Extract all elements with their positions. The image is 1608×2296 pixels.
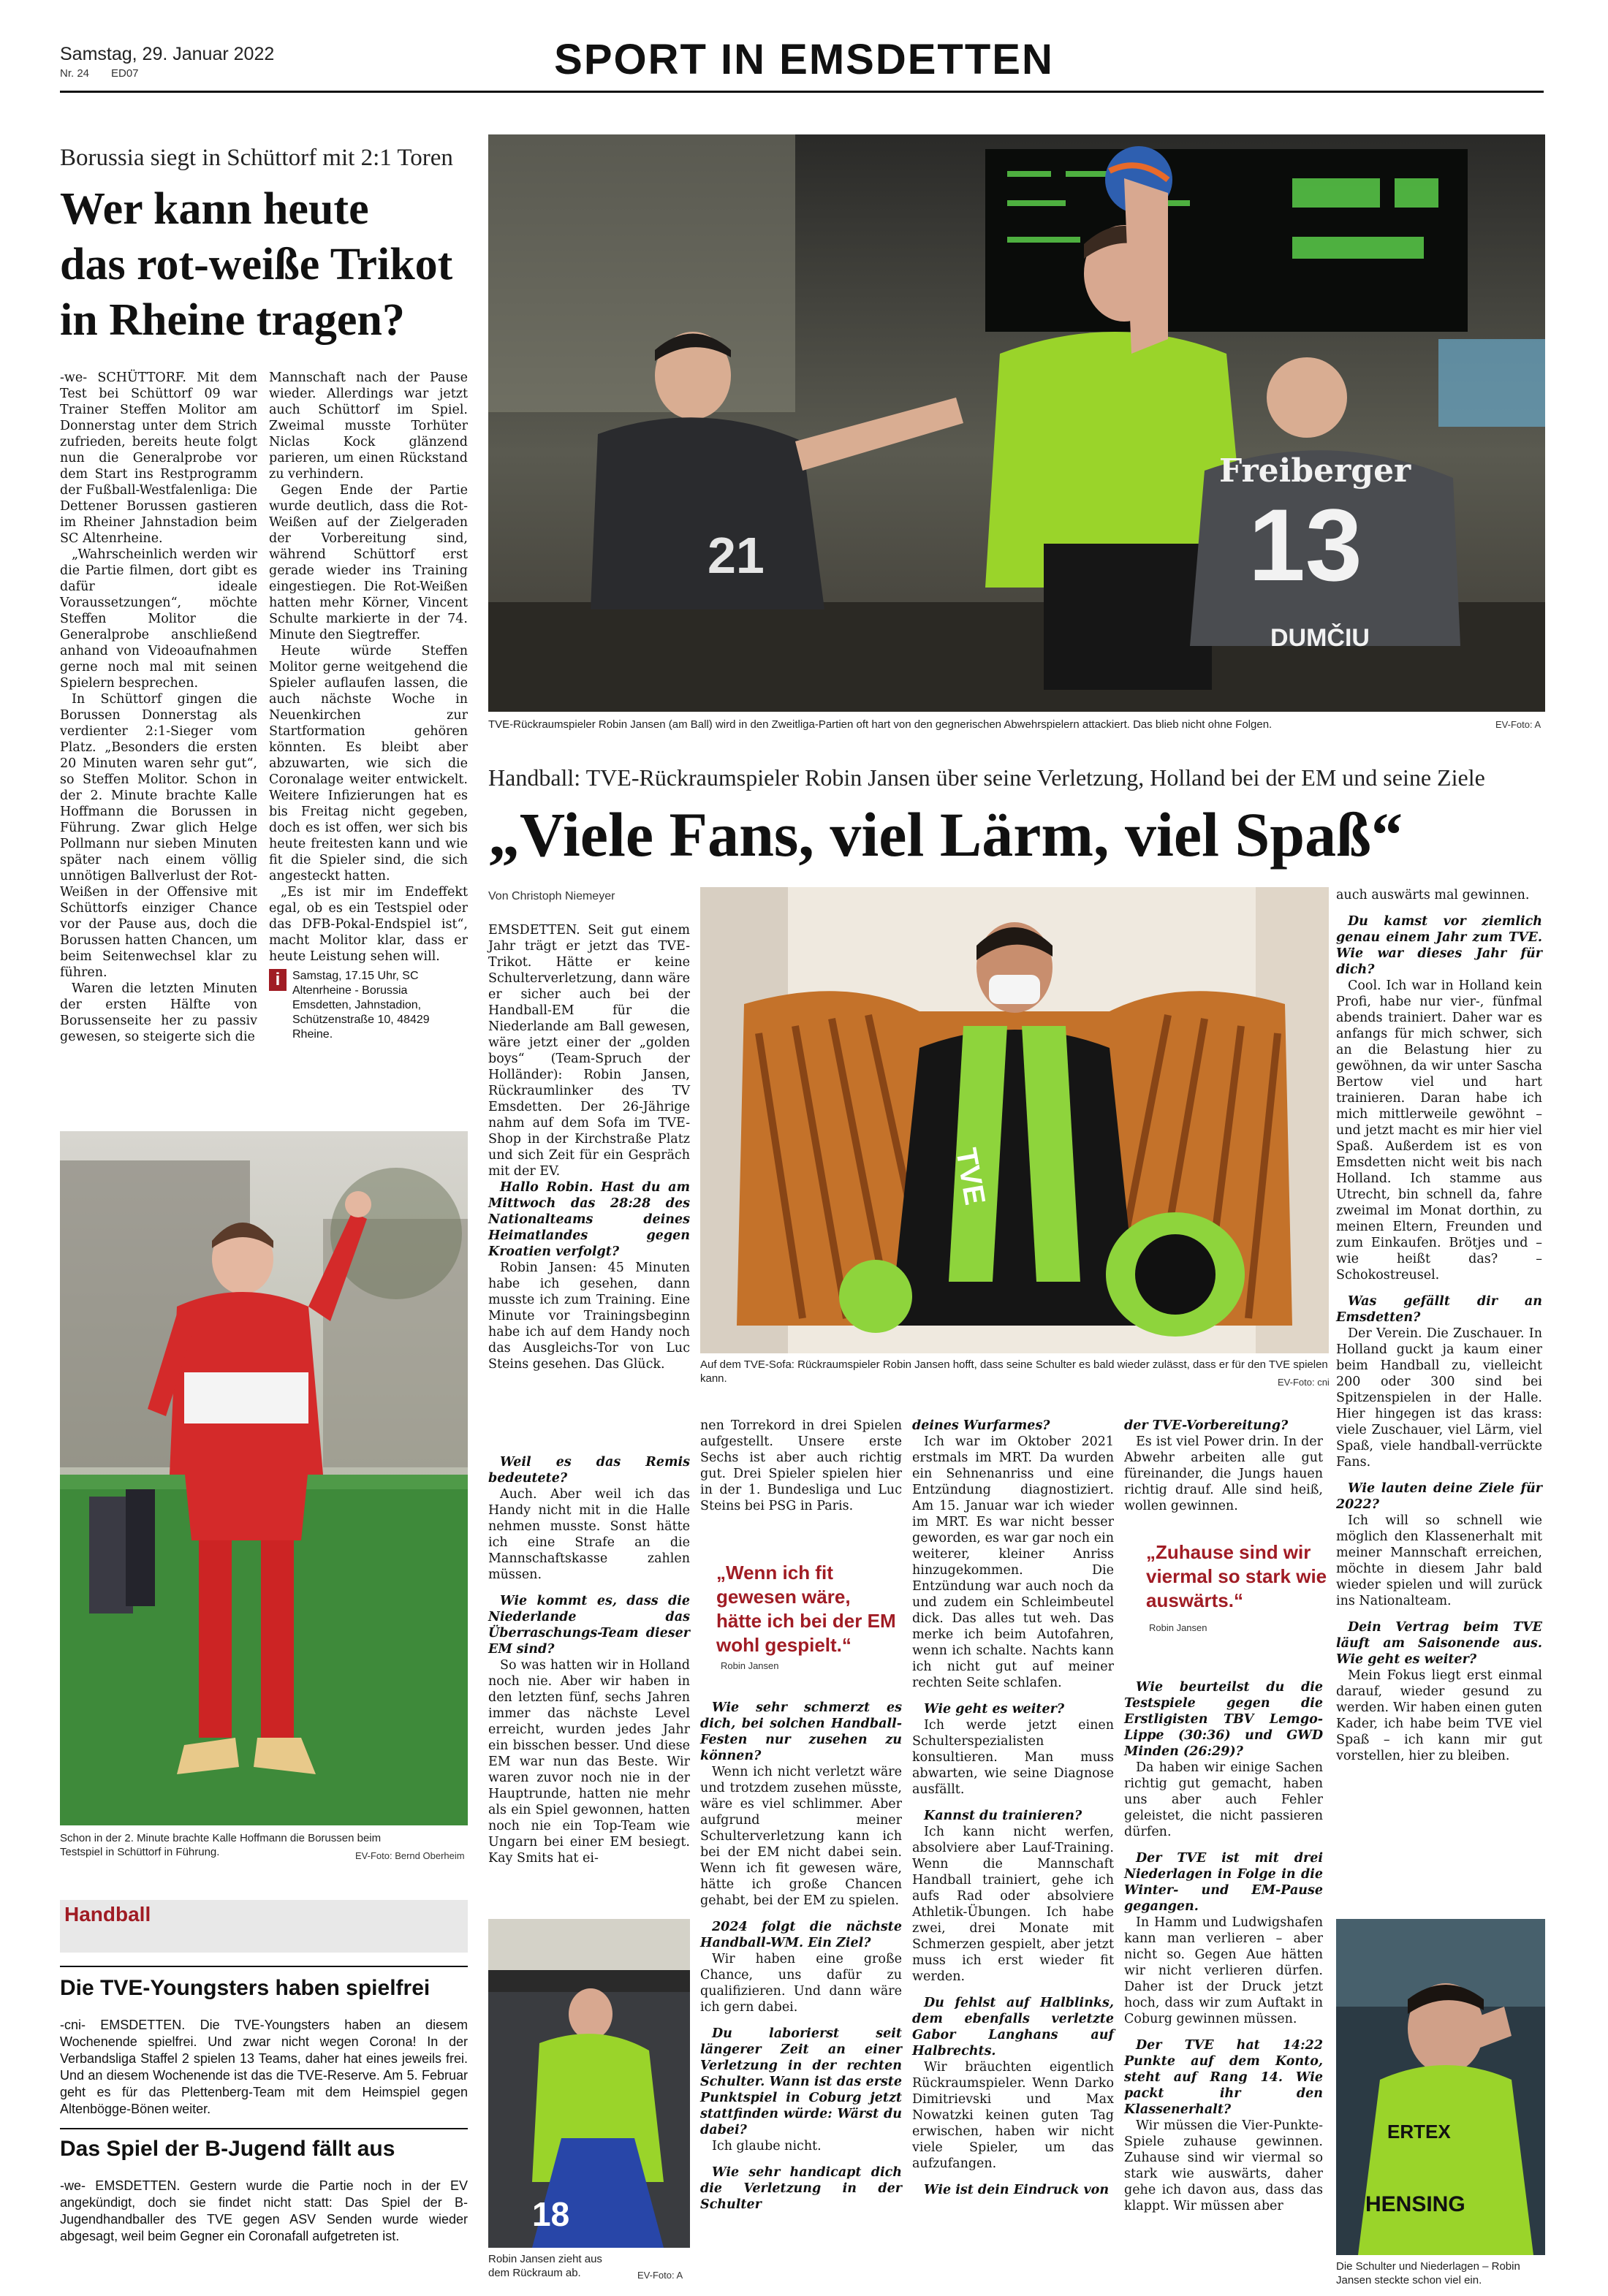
question: Der TVE ist mit drei Niederlagen in Folge in die Winter- und EM-Pause gegangen. <box>1124 1851 1323 1914</box>
soccer-credit: EV-Foto: Bernd Oberheim <box>355 1850 465 1861</box>
bjugend-headline: Das Spiel der B-Jugend fällt aus <box>60 2137 395 2161</box>
question: Du kamst vor ziemlich genau einem Jahr zum TVE. Wie war dieses Jahr für dich? <box>1336 914 1542 977</box>
soccer-caption: Schon in der 2. Minute brachte Kalle Hoffmann die Borussen beim Testspiel in Schüttorf in Führung. <box>60 1832 382 1858</box>
borussia-headline-line1: Wer kann heute <box>60 184 369 234</box>
top-photo-credit: EV-Foto: A <box>1495 719 1541 730</box>
jersey-brand: HENSING <box>1365 2192 1465 2216</box>
jersey-number: 18 <box>532 2195 570 2233</box>
shot-photo <box>488 1919 690 2248</box>
question: Wie beurteilst du die Testspiele gegen die Erstligisten TBV Lemgo-Lippe (30:36) und GWD Minden (26:29)? <box>1124 1680 1323 1759</box>
sidebar-rule <box>60 1966 468 1967</box>
shot-caption: Robin Jansen zieht aus dem Rückraum ab. <box>488 2253 602 2279</box>
sofa-photo-image <box>700 887 1329 1353</box>
top-photo-caption: TVE-Rückraumspieler Robin Jansen (am Ball) wird in den Zweitliga-Partien oft hart von den gegnerischen Abwehrspielern attackiert. Das blieb nicht ohne Folgen. <box>488 718 1273 731</box>
question: Wie ist dein Eindruck von <box>924 2183 1110 2197</box>
interview-col1-bottom <box>488 1454 690 1866</box>
sofa-photo <box>700 887 1329 1353</box>
edition-code: ED07 <box>111 67 139 80</box>
paragraph: Wenn ich nicht verletzt wäre und trotzdem zusehen müsste, wäre es viel schlimmer. Aber aufgrund meiner Schulterverletzung kann ich bei der EM nicht dabei sein. Wenn ich fit gewesen wäre, hätte ich große Chancen gehabt, bei der EM zu spielen. <box>700 1765 902 1908</box>
paragraph: Da haben wir einige Sachen richtig gut gemacht, haben uns aber auch Fehler geleistet, die nicht passieren dürfen. <box>1124 1760 1323 1839</box>
pull-quote-2: „Zuhause sind wir viermal so stark wie auswärts.“ <box>1146 1541 1327 1611</box>
paragraph: Heute würde Steffen Molitor gerne weitgehend die Spieler auflaufen lassen, die auch nächste Woche in Neuenkirchen zur Startformation gehören könnten. Es bleibt aber abzuwarten, wie sich die Coronalage weiter entwickelt. Weitere Infizierungen hat es bis Freitag nicht gegeben, doch es ist offen, wer sich bis heute freitesten kann und wie fit die Spieler sind, die sich angesteckt hatten. <box>269 644 468 883</box>
paragraph: „Wahrscheinlich werden wir die Partie filmen, dort gibt es dafür ideale Voraussetzungen“, möchte Steffen Molitor die Generalprobe anschließend anhand von Videoaufnahmen gerne noch mal mit seinen Spielern besprechen. <box>60 547 257 691</box>
interview-col2-top <box>700 1418 902 1514</box>
sofa-credit: EV-Foto: cni <box>1278 1377 1330 1388</box>
paragraph: Mannschaft nach der Pause wieder. Allerdings war jetzt auch Schüttorf im Spiel. Zweimal musste Torhüter Niclas Kock glänzend parieren, um einen Rückstand zu verhindern. <box>269 370 468 482</box>
question: Weil es das Remis bedeutete? <box>488 1455 690 1486</box>
question: Du laborierst seit längerer Zeit an einer Verletzung in der rechten Schulter. Wann ist das erste Punktspiel in Coburg jetzt stattfinden würde: Wärst du dabei? <box>700 2026 902 2137</box>
question: deines Wurfarmes? <box>912 1418 1050 1433</box>
paragraph: Robin Jansen: 45 Minuten habe ich gesehen, dann musste ich zum Training. Eine Minute vor Trainingsbeginn habe ich auf dem Handy noch das Ausgleichs-Tor von Luc Steins gesehen. Das Glück. <box>488 1261 690 1372</box>
issue-number: Nr. 24 <box>60 67 90 80</box>
borussia-headline-line3: in Rheine tragen? <box>60 295 405 345</box>
jersey-brand2: ERTEX <box>1387 2121 1451 2143</box>
question: 2024 folgt die nächste Handball-WM. Ein Ziel? <box>700 1920 902 1950</box>
question: Kannst du trainieren? <box>924 1809 1082 1823</box>
jersey-name2: DUMČIU <box>1270 624 1370 652</box>
sofa-caption: Auf dem TVE-Sofa: Rückraumspieler Robin Jansen hofft, dass seine Schulter es bald wieder zulässt, dass er für den TVE spielen kann. <box>700 1358 1328 1385</box>
paragraph: Es ist viel Power drin. In der Abwehr arbeiten alle gut füreinander, die Jungs hauen richtig drauf. Alle sind heiß, wollen gewinnen. <box>1124 1434 1323 1513</box>
jersey-number-b: 21 <box>708 527 765 584</box>
question: der TVE-Vorbereitung? <box>1124 1418 1289 1433</box>
question: Du fehlst auf Halblinks, dem ebenfalls verletzte Gabor Langhans auf Halbrechts. <box>912 1996 1114 2059</box>
borussia-kicker: Borussia siegt in Schüttorf mit 2:1 Toren <box>60 145 453 171</box>
soccer-photo <box>60 1131 468 1825</box>
jersey-number-a: 13 <box>1248 487 1362 602</box>
dejected-caption: Die Schulter und Niederlagen – Robin Jansen steckte schon viel ein. <box>1336 2260 1520 2287</box>
youngsters-text: -cni- EMSDETTEN. Die TVE-Youngsters haben an diesem Wochenende spielfrei. Und zwar nicht wegen Corona! In der Verbandsliga Staffel 2 spielen 13 Teams, daher hat eines jeweils frei. Und an diesem Wochenende ist das die TVE-Reserve. Am 5. Februar geht es für das Plettenberg-Team mit dem Heimspiel gegen Altenbögge-Bönen weiter. <box>60 2018 468 2116</box>
borussia-headline <box>60 181 498 348</box>
interview-col1-top <box>488 922 690 1372</box>
interview-col4-top <box>1124 1418 1323 1514</box>
interview-byline: Von Christoph Niemeyer <box>488 890 615 902</box>
shot-photo-image <box>488 1919 690 2248</box>
paragraph: Mein Fokus liegt erst einmal darauf, wieder gesund zu werden. Wir haben einen guten Kader, ich habe beim TVE viel Spaß – ich kann mir gut vorstellen, hier zu bleiben. <box>1336 1668 1542 1763</box>
scarf-text: TVE <box>949 1145 991 1208</box>
handball-action-photo <box>488 134 1545 712</box>
paragraph: Auch. Aber weil ich das Handy nicht mit in die Halle nehmen musste. Sonst hätte ich eine Strafe an die Mannschaftskasse zahlen müssen. <box>488 1487 690 1582</box>
header-rule <box>60 91 1544 93</box>
paragraph: EMSDETTEN. Seit gut einem Jahr trägt er jetzt das TVE-Trikot. Hätte er keine Schulterverletzung, dann wäre er sicher auch bei der Handball-EM für die Niederlande am Ball gewesen, wäre jetzt einer der „golden boys“ (Team-Spruch der Holländer): Robin Jansen, Rückraumlinker des TV Emsdetten. Der 26-Jährige nahm auf dem Sofa im TVE-Shop in der Kirchstraße Platz und sich Zeit für ein Gespräch mit der EV. <box>488 923 690 1179</box>
question: Wie lauten deine Ziele für 2022? <box>1336 1481 1542 1512</box>
jersey-name: Freiberger <box>1219 452 1411 490</box>
handball-action-image <box>488 134 1545 712</box>
paragraph: Ich kann nicht werfen, absolviere aber Lauf-Training. Wenn die Mannschaft Handball trainiert, gehe ich aufs Rad oder absolviere Athletik-Übungen. Ich habe zwei, drei Monate mit Schmerzen gespielt, aber jetzt muss ich erst wieder fit werden. <box>912 1825 1114 1984</box>
question: Dein Vertrag beim TVE läuft am Saisonende aus. Wie geht es weiter? <box>1336 1620 1542 1667</box>
paragraph: „Es ist mir im Endeffekt egal, ob es ein Testspiel oder das DFB-Pokal-Endspiel ist“, macht Molitor klar, dass er heute Leistung sehen will. <box>269 885 468 964</box>
interview-headline: „Viele Fans, viel Lärm, viel Spaß“ <box>488 799 1403 870</box>
question: Wie geht es weiter? <box>924 1702 1065 1717</box>
borussia-col1 <box>60 370 257 1045</box>
info-text: Samstag, 17.15 Uhr, SC Altenrheine - Borussia Emsdetten, Jahnstadion, Schützenstraße 10, 48429 Rheine. <box>292 970 430 1041</box>
pull-quote-1: „Wenn ich fit gewesen wäre, hätte ich bei der EM wohl gespielt.“ <box>716 1562 896 1656</box>
interview-col4-bottom <box>1124 1679 1323 2214</box>
dejected-photo <box>1336 1919 1545 2255</box>
paragraph: Ich war im Oktober 2021 erstmals im MRT. Da wurden ein Sehnenanriss und eine Entzündung diagnostiziert. Am 15. Januar war ich wieder im MRT. Es war nicht besser geworden, es war gar noch ein weiterer, kleiner Anriss hinzugekommen. Die Entzündung war auch noch da und zudem ein Schleimbeutel dick. Das alles tut weh. Das merke ich beim Autofahren, wenn ich schalte. Nachts kann ich nicht gut auf meiner rechten Seite schlafen. <box>912 1434 1114 1690</box>
interview-col5 <box>1336 887 1542 1764</box>
section-title: SPORT IN EMSDETTEN <box>554 36 1054 83</box>
interview-kicker: Handball: TVE-Rückraumspieler Robin Jansen über seine Verletzung, Holland bei der EM und seine Ziele <box>488 764 1485 791</box>
sidebar-rule <box>60 2128 468 2129</box>
info-icon: i <box>269 969 287 991</box>
paragraph: nen Torrekord in drei Spielen aufgestellt. Unsere erste Sechs ist aber auch richtig gut. Drei Spieler spielen hier in der 1. Bundesliga und Luc Steins bei PSG in Paris. <box>700 1418 902 1513</box>
question: Wie sehr handicapt dich die Verletzung in der Schulter <box>700 2165 902 2212</box>
paragraph: Wir müssen die Vier-Punkte-Spiele zuhause gewinnen. Zuhause sind wir viermal so stark wie auswärts, daher gehe ich davon aus, dass das klappt. Wir müssen aber <box>1124 2118 1323 2213</box>
question: Wie sehr schmerzt es dich, bei solchen Handball-Festen nur zusehen zu können? <box>700 1700 902 1763</box>
paragraph: Wir haben eine große Chance, uns dafür zu qualifizieren. Und dann wäre ich gern dabei. <box>700 1952 902 2015</box>
dejected-photo-image <box>1336 1919 1545 2255</box>
handball-section-label: Handball <box>64 1903 151 1926</box>
question: Wie kommt es, dass die Niederlande das Überraschungs-Team dieser EM sind? <box>488 1594 690 1657</box>
paragraph: auch auswärts mal gewinnen. <box>1336 888 1530 902</box>
question: Hallo Robin. Hast du am Mittwoch das 28:28 des Nationalteams deines Heimatlandes gegen Kroatien verfolgt? <box>488 1180 690 1259</box>
soccer-photo-image <box>60 1131 468 1825</box>
borussia-headline-line2: das rot-weiße Trikot <box>60 240 453 289</box>
question: Der TVE hat 14:22 Punkte auf dem Konto, steht auf Rang 14. Wie packt ihr den Klassenerhalt? <box>1124 2038 1323 2117</box>
paragraph: Wir bräuchten eigentlich Rückraumspieler. Wenn Darko Dimitrievski und Max Nowatzki keinen guten Tag erwischen, haben wir nicht viele Spieler, um das aufzufangen. <box>912 2060 1114 2171</box>
bjugend-text: -we- EMSDETTEN. Gestern wurde die Partie noch in der EV angekündigt, doch sie findet nicht statt: Das Spiel der B-Jugendhandballer des TVE gegen ASV Senden wurde wieder abgesagt, weil beim Gegner ein Coronafall aufgetreten ist. <box>60 2178 468 2243</box>
paragraph: So was hatten wir in Holland noch nie. Aber wir haben in den letzten fünf, sechs Jahren immer das nächste Level erreicht, wurden jedes Jahr ein bisschen besser. Und diese EM war nun das Beste. Wir waren zuvor noch nie in der Hauptrunde, hatten nie mehr als ein Spiel gewonnen, hatten noch nie ein Top-Team wie Ungarn bei einer EM besiegt. Kay Smits hat ei- <box>488 1658 690 1866</box>
youngsters-headline: Die TVE-Youngsters haben spielfrei <box>60 1976 431 2000</box>
paragraph: In Schüttorf gingen die Borussen Donnerstag als verdienter 2:1-Sieger vom Platz. „Besonders die ersten 20 Minuten waren sehr gut“, so Steffen Molitor. Schon in der 2. Minute brachte Kalle Hoffmann die Borussen in Führung. Zwar glich Helge Pollmann nur sieben Minuten später nach einem völlig unnötigen Ballverlust der Rot-Weißen in der Offensive mit Schüttorfs einziger Chance vor der Pause aus, doch die Borussen hatten Chancen, um beim Seitenwechsel klar zu führen. <box>60 692 257 980</box>
paragraph: Der Verein. Die Zuschauer. In Holland guckt ja kaum einer beim Handball zu, vielleicht 200 oder 300 sind bei Spitzenspielen in der Halle. Hier hingegen ist das krass: viele Zuschauer, viel Lärm, viel Spaß, viele handball-verrückte Fans. <box>1336 1326 1542 1470</box>
interview-col2-bottom <box>700 1700 902 2213</box>
paragraph: Ich will so schnell wie möglich den Klassenerhalt mit meiner Mannschaft erreichen, möchte in diesem Jahr bald wieder spielen und will zurück ins Nationalteam. <box>1336 1513 1542 1608</box>
interview-col3 <box>912 1418 1114 2198</box>
paragraph: Gegen Ende der Partie wurde deutlich, dass die Rot-Weißen auf der Zielgeraden der Vorbereitung sind, während Schüttorf erst gerade wieder ins Training eingestiegen. Die Rot-Weißen hatten mehr Körner, Vincent Schulte markierte in der 74. Minute den Siegtreffer. <box>269 483 468 642</box>
paragraph: In Hamm und Ludwigshafen kann man verlieren – aber nicht so. Gegen Aue hätten wir nicht verlieren dürfen. Daher ist der Druck jetzt hoch, dass wir zum Auftakt in Coburg gewinnen müssen. <box>1124 1915 1323 2026</box>
paragraph: Ich werde jetzt einen Schulterspezialisten konsultieren. Man muss abwarten, wie seine Diagnose ausfällt. <box>912 1718 1114 1797</box>
shot-credit: EV-Foto: A <box>637 2270 683 2281</box>
pull-quote-2-source: Robin Jansen <box>1149 1622 1207 1633</box>
paragraph: Ich glaube nicht. <box>712 2139 822 2154</box>
paragraph: Waren die letzten Minuten der ersten Hälfte von Borussenseite her zu passiv gewesen, so steigerte sich die <box>60 981 257 1044</box>
paragraph: -we- SCHÜTTORF. Mit dem Test bei Schüttorf 09 war Trainer Steffen Molitor am Donnerstag unter dem Strich zufrieden, bereits heute folgt nun die Generalprobe vor dem Start ins Restprogramm der Fußball-Westfalenliga: Die Dettener Borussen gastieren im Rheiner Jahnstadion beim SC Altenrheine. <box>60 370 257 546</box>
question: Was gefällt dir an Emsdetten? <box>1336 1294 1542 1325</box>
borussia-col2 <box>269 370 468 1042</box>
paragraph: Cool. Ich war in Holland kein Profi, habe nur vier-, fünfmal abends trainiert. Daher war es anfangs für mich schwer, sich an die Belastung hier zu gewöhnen, da wir unter Sascha Bertow viel und hart trainieren. Daran habe ich mich mittlerweile gewöhnt – und jetzt macht es mir hier viel Spaß. Außerdem ist es von Emsdetten nicht weit bis nach Holland. Ich stamme aus Utrecht, bin schnell da, fahre zweimal im Monat dorthin, zu meinen Eltern, Freunden und zum Einkaufen. Brötjes und – wie heißt das? – Schokostreusel. <box>1336 978 1542 1282</box>
pull-quote-1-source: Robin Jansen <box>721 1660 779 1671</box>
issue-date: Samstag, 29. Januar 2022 <box>60 44 275 64</box>
info-box <box>269 969 468 1042</box>
